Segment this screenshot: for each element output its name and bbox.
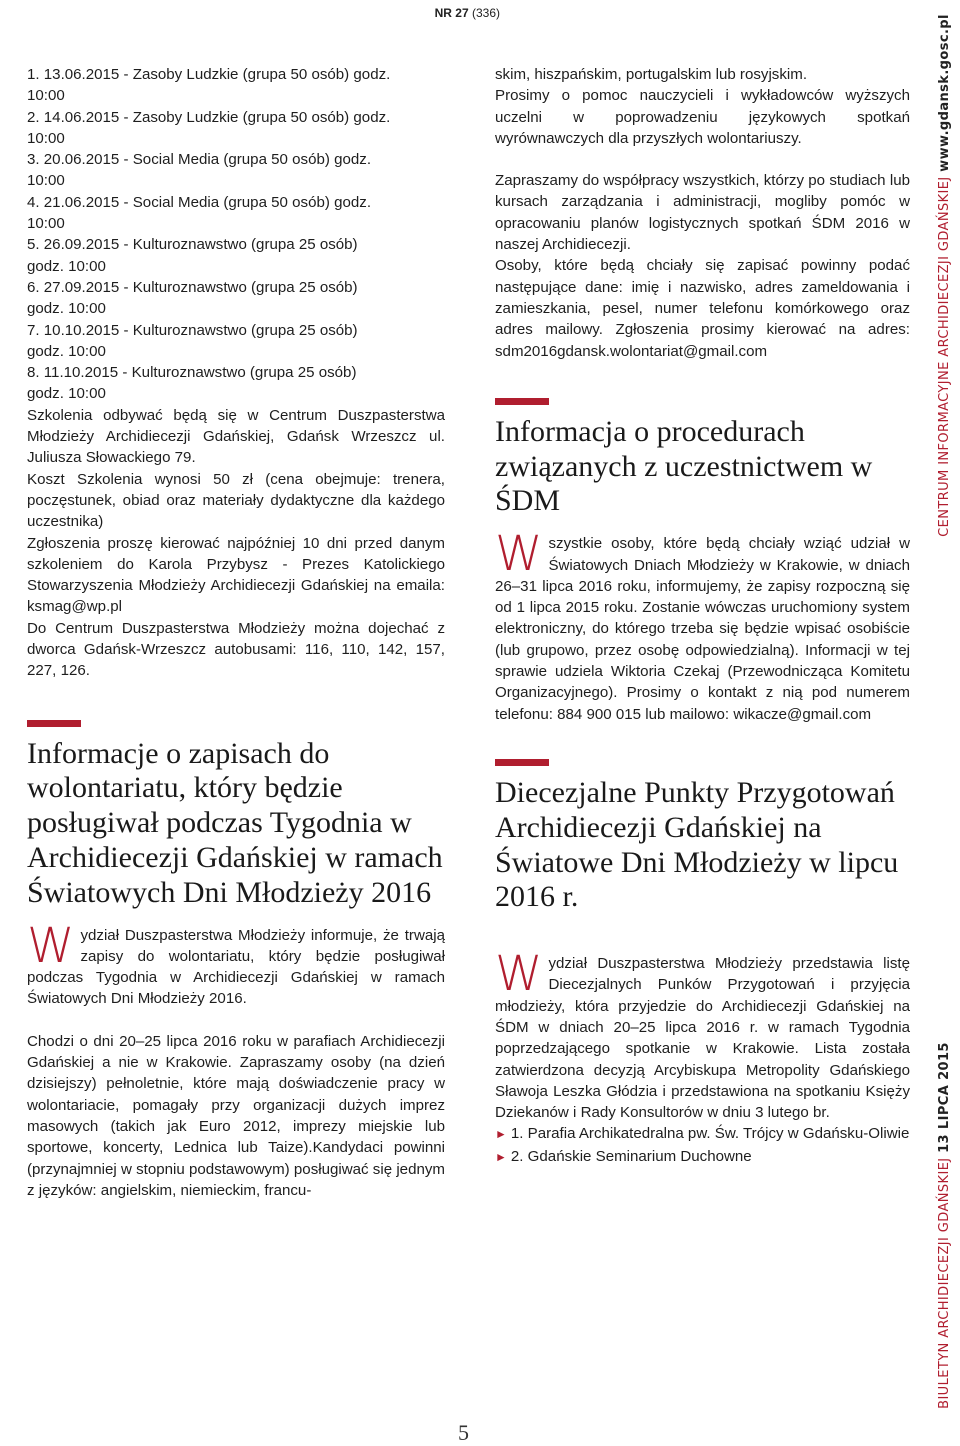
article-lead xyxy=(495,946,910,1123)
schedule-line: 7. 10.10.2015 - Kulturoznawstwo (grupa 25 osób) xyxy=(27,321,358,339)
list-item-text: 1. Parafia Archikatedralna pw. Św. Trójcy w Gdańsku-Oliwie xyxy=(510,1125,910,1143)
registration-info: Osoby, które będą chciały się zapisać powinny podać następujące dane: imię i nazwisko, adres zameldowania i zamieszkania, pesel, numer telefonu komórkowego oraz adres mailowy. Zgłoszenia prosimy kierować na adres: sdm2016gdansk.wolontariat@gmail.com xyxy=(495,257,910,360)
training-schedule xyxy=(27,64,445,405)
schedule-line: 5. 26.09.2015 - Kulturoznawstwo (grupa 25 osób) xyxy=(27,236,358,254)
schedule-line: 3. 20.06.2015 - Social Media (grupa 50 osób) godz. xyxy=(27,151,372,169)
lead-text: szystkie osoby, które będą chciały wziąć udział w Światowych Dniach Młodzieży w Krakowie, w dniach 26–31 lipca 2016 roku, informujemy, że zapisy rozpoczną się od 1 lipca 2015 roku. Zostanie wówczas uruchomiony system elektroniczny, do którego trzeba się będzie wpisać osobiście (lub grupowo, przez osobę odpowiedzialną). Informacji w tej sprawie udziela Wiktoria Czekaj (Przewodnicząca Komitetu Organizacyjnego). Prosimy o kontakt z nią pod numerem telefonu: 884 900 015 lub mailowo: wikacze@gmail.com xyxy=(495,535,910,723)
article-lead xyxy=(495,526,910,725)
dropcap: W xyxy=(27,917,75,974)
schedule-line: godz. 10:00 xyxy=(27,385,106,403)
schedule-line: 10:00 xyxy=(27,87,65,105)
training-location: Szkolenia odbywać będą się w Centrum Duszpasterstwa Młodzieży Archidiecezji Gdańskiej, Gdańsk Wrzeszcz ul. Juliusza Słowackiego 79. xyxy=(27,406,445,467)
sidebar-url: www.gdansk.gosc.pl xyxy=(936,13,952,172)
lead-text: ydział Duszpasterstwa Młodzieży przedstawia listę Diecezjalnych Punków Przygotowań i przyjęcia młodzieży, która przyjedzie do Archidiecezji Gdańskiej na ŚDM w dniach 20–25 lipca 2016 r. w ramach Tygodnia poprzedzającego spotkanie w Krakowie. Lista została zatwierdzona decyzją Arcybiskupa Metropolity Gdańskiego Sławoja Leszka Głódzia i przedstawiona na spotkaniu Księży Dziekanów i Rady Konsultorów w dniu 3 lutego br. xyxy=(495,955,910,1122)
schedule-line: 8. 11.10.2015 - Kulturoznawstwo (grupa 25 osób) xyxy=(27,364,357,382)
sidebar-date: 13 LIPCA 2015 xyxy=(936,1041,952,1153)
schedule-line: 6. 27.09.2015 - Kulturoznawstwo (grupa 25 osób) xyxy=(27,278,358,296)
sidebar-bottom-label: BIULETYN ARCHIDIECEZJI GDAŃSKIEJ xyxy=(936,1156,952,1409)
dropcap: W xyxy=(495,946,543,1003)
schedule-line: 10:00 xyxy=(27,172,65,190)
schedule-line: 2. 14.06.2015 - Zasoby Ludzkie (grupa 50 osób) godz. xyxy=(27,108,391,126)
schedule-line: godz. 10:00 xyxy=(27,257,106,275)
training-registration: Zgłoszenia proszę kierować najpóźniej 10 dni przed danym szkoleniem do Karola Przybysz - Prezes Katolickiego Stowarzyszenia Młodzieży Archidiecezji Gdańskiej na emaila: ksmag@wp.pl xyxy=(27,534,445,616)
dropcap: W xyxy=(495,526,543,583)
left-column xyxy=(27,64,445,1201)
list-item-text: 2. Gdańskie Seminarium Duchowne xyxy=(510,1147,752,1165)
article-lead xyxy=(27,917,445,1010)
schedule-line: godz. 10:00 xyxy=(27,342,106,360)
article-heading-points: Diecezjalne Punkty Przygotowań Archidiecezji Gdańskiej na Światowe Dni Młodzieży w lipcu 2016 r. xyxy=(495,775,899,914)
training-cost: Koszt Szkolenia wynosi 50 zł (cena obejmuje: trenera, poczęstunek, obiad oraz materiały dydaktyczne dla każdego uczestnika) xyxy=(27,470,445,531)
sidebar-bottom xyxy=(930,1041,958,1409)
section-bar xyxy=(495,398,549,405)
article-heading-procedures: Informacja o procedurach związanych z uczestnictwem w ŚDM xyxy=(495,414,873,518)
triangle-bullet-icon: ► xyxy=(495,1127,507,1142)
issue-label: NR 27 xyxy=(434,6,469,20)
lead-text: ydział Duszpasterstwa Młodzieży informuje, że trwają zapisy do wolontariatu, który będzie posługiwał podczas Tygodnia w Archidiecezji Gdańskiej w ramach Światowych Dni Młodzieży 2016. xyxy=(27,926,445,1008)
page-number: 5 xyxy=(458,1420,469,1445)
teachers-request: Prosimy o pomoc nauczycieli i wykładowców wyższych uczelni w poprowadzeniu językowych spotkań wyrównawczych dla przyszłych wolontariuszy. xyxy=(495,87,910,147)
list-item xyxy=(495,1123,910,1145)
right-column xyxy=(495,64,910,1168)
training-directions: Do Centrum Duszpasterstwa Młodzieży można dojechać z dworca Gdańsk-Wrzeszcz autobusami: 116, 110, 142, 157, 227, 126. xyxy=(27,619,445,680)
sidebar-top xyxy=(930,13,958,537)
schedule-line: godz. 10:00 xyxy=(27,300,106,318)
schedule-line: 10:00 xyxy=(27,215,65,233)
schedule-line: 1. 13.06.2015 - Zasoby Ludzkie (grupa 50 osób) godz. xyxy=(27,66,391,83)
cooperation-invite: Zapraszamy do współpracy wszystkich, którzy po studiach lub kursach zarządzania i administracji, mogliby pomóc w opracowaniu planów logistycznych spotkań ŚDM 2016 w naszej Archidiecezji. xyxy=(495,172,910,254)
section-bar xyxy=(27,720,81,727)
schedule-line: 10:00 xyxy=(27,129,65,147)
list-item xyxy=(495,1146,910,1168)
section-bar xyxy=(495,759,549,766)
sidebar-top-label: CENTRUM INFORMACYJNE ARCHIDIECEZJI GDAŃSKIEJ xyxy=(936,175,952,537)
article-body: Chodzi o dni 20–25 lipca 2016 roku w parafiach Archidiecezji Gdańskiej a nie w Krakowie. Zapraszamy osoby (na dzień dzisiejszy) pełnoletnie, które mają doświadczenie pracy w wolontariacie, pomagały przy organizacji dużych imprez masowych (takich jak Euro 2012, imprezy miejskie lub sportowe, koncerty, Lednica lub Taize).Kandydaci powinni (przynajmniej w stopniu podstawowym) posługiwać się jednym z języków: angielskim, niemieckim, francu- xyxy=(27,1032,445,1199)
article-heading-volunteers: Informacje o zapisach do wolontariatu, który będzie posługiwał podczas Tygodnia w Archidiecezji Gdańskiej w ramach Światowych Dni Młodzieży 2016 xyxy=(27,736,443,909)
schedule-line: 4. 21.06.2015 - Social Media (grupa 50 osób) godz. xyxy=(27,193,372,211)
issue-number-paren: (336) xyxy=(471,6,500,20)
continuation-text: skim, hiszpańskim, portugalskim lub rosyjskim. xyxy=(495,66,808,83)
issue-number xyxy=(435,6,500,20)
triangle-bullet-icon: ► xyxy=(495,1149,507,1164)
